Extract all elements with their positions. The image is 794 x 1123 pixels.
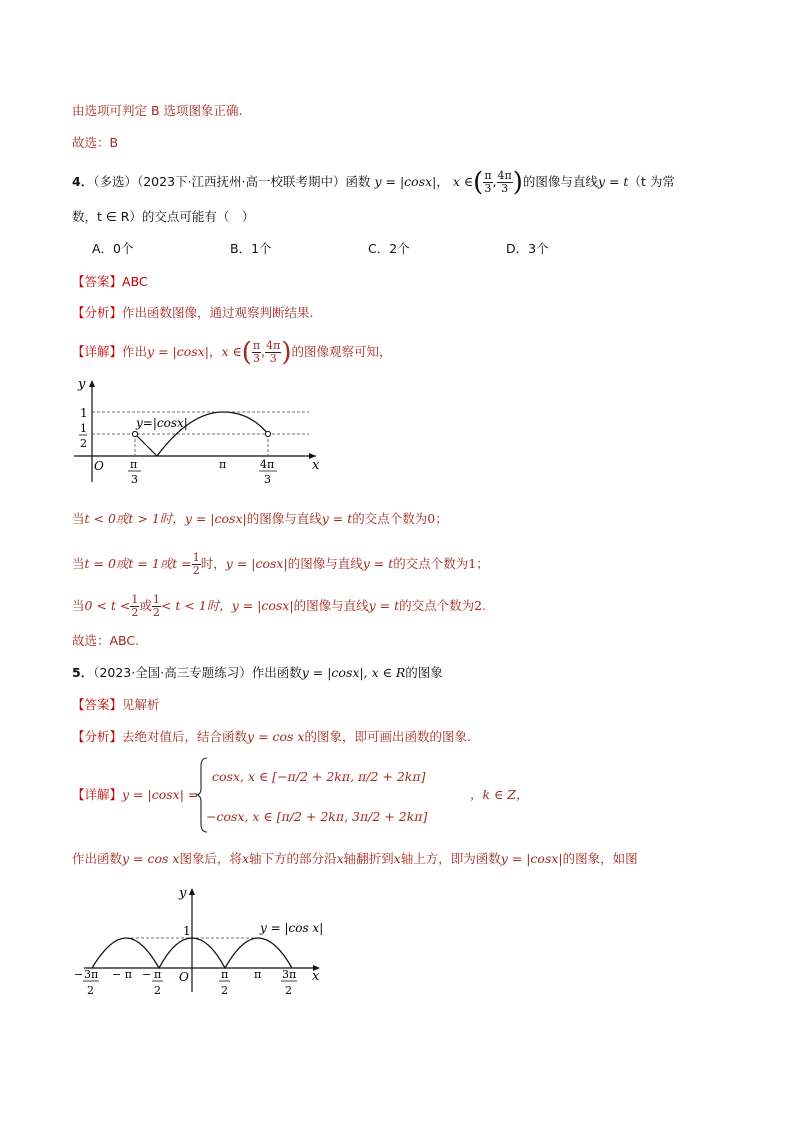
q4-option-b: B．1个: [230, 241, 272, 256]
q4-text-a: 函数: [345, 174, 371, 189]
q4-graph: [64, 372, 334, 494]
q5-answer: 【答案】见解析: [72, 697, 160, 712]
q4-case1: 当t < 0或t > 1时，y = |cosx|的图像与直线y = t的交点个数为0；: [72, 511, 448, 526]
tick-pi3-d: 3: [131, 473, 138, 486]
x-axis-label: x: [312, 458, 320, 473]
case1-cond: t < 0或t > 1时，: [84, 511, 185, 526]
q4-text-b: 的图像与直线: [522, 174, 598, 189]
tick-pi: π: [219, 458, 227, 471]
q4-answer-value: ABC: [122, 274, 148, 289]
q5-detail-func: y = |cosx| =: [122, 787, 199, 802]
svg-text:2: 2: [221, 984, 228, 997]
q5-detail-label-line: 【详解】y = |cosx| =: [72, 787, 199, 802]
q4-analysis-text: 作出函数图像，通过观察判断结果.: [122, 305, 314, 320]
q4-answer-line: 故选：ABC.: [72, 633, 140, 648]
q4-detail: 【详解】作出y = |cosx|，x ∈( $\frac{\pi}{3}$ , $\frac{4\pi}{3}$ )的图像观察可知，: [72, 337, 392, 368]
q4-detail-label: 【详解】: [72, 344, 123, 359]
tick-neg-3pi2: −: [74, 968, 84, 981]
q5-graph: [64, 880, 334, 1000]
case1-value: 0；: [427, 511, 448, 526]
curve-label: y = |cos x|: [260, 921, 324, 935]
q4-options: [92, 240, 644, 258]
tick-neg-pi2: −: [142, 968, 152, 981]
conclusion-text: 由选项可判定 B 选项图象正确.: [72, 103, 243, 118]
x-axis-label: x: [312, 969, 320, 984]
case2-value: 1；: [468, 556, 489, 571]
piece-1: cosx, x ∈ [−π/2 + 2kπ, π/2 + 2kπ]: [212, 769, 426, 784]
q4-domain-b: $\frac{4\pi}{3}$: [497, 169, 512, 195]
label-1: 1: [183, 924, 191, 938]
q4-stem-line2: 数，t ∈ R）的交点可能有（ ）: [72, 209, 255, 224]
q5-analysis: 【分析】去绝对值后，结合函数y = cos x的图象，即可画出函数的图象.: [72, 729, 471, 744]
q4-case2: 当t = 0或t = 1或t = $\frac{1}{2}$ 时，y = |cosx|的图像与直线y = t的交点个数为1；: [72, 551, 489, 577]
q4-domain-prefix: x ∈: [452, 174, 474, 189]
q4-answer-label: 【答案】: [72, 274, 123, 289]
label-half-d: 2: [80, 437, 87, 450]
svg-text:π: π: [154, 968, 162, 981]
q4-detail-a: 作出: [122, 344, 148, 359]
q5-func: y = |cosx|, x ∈ R: [301, 665, 406, 680]
y-axis-label: y: [78, 377, 86, 392]
tick-pi3-n: π: [130, 458, 138, 471]
origin-label: O: [94, 459, 104, 473]
q4-option-a: A．0个: [92, 241, 134, 256]
q4-detail-func: y = |cosx|: [147, 344, 209, 359]
q5-draw-text: 作出函数y = cos x图象后，将x轴下方的部分沿x轴翻折到x轴上方，即为函数y = |cosx|的图象，如图: [72, 851, 638, 866]
q4-option-d: D．3个: [506, 241, 549, 256]
tick-3pi2: 3π: [282, 968, 297, 981]
tick-4pi3-d: 3: [264, 473, 271, 486]
svg-text:3π: 3π: [84, 968, 99, 981]
q4-analysis-label: 【分析】: [72, 305, 123, 320]
q4-text-c: （t 为常: [628, 174, 675, 189]
q4-answer: [72, 273, 148, 291]
curve-label: y=|cosx|: [136, 416, 188, 430]
case3-value: 2.: [474, 598, 487, 613]
origin-label: O: [179, 970, 189, 984]
q4-case3: 当0 < t < $\frac{1}{2}$ 或 $\frac{1}{2}$ < t < 1时，y = |cosx|的图像与直线y = t的交点个数为2.: [72, 593, 487, 619]
answer-line: 故选：B: [72, 135, 119, 150]
open-point-right: [265, 431, 270, 436]
svg-text:2: 2: [285, 984, 292, 997]
tick-pi: π: [254, 968, 262, 981]
q5-stem: 5．（2023·全国·高三专题练习）作出函数y = |cosx|, x ∈ R的图象: [72, 665, 443, 680]
tick-pi2: π: [221, 968, 229, 981]
label-half-n: 1: [80, 422, 87, 435]
svg-text:2: 2: [154, 984, 161, 997]
q4-source: （2023下·江西抚州·高一校联考期中）: [136, 174, 346, 189]
q4-line-eq: y = t: [597, 174, 629, 189]
svg-text:2: 2: [87, 984, 94, 997]
k-condition: ，k ∈ Z，: [470, 787, 529, 802]
q5-number: 5．: [72, 665, 94, 680]
open-point-left: [132, 431, 137, 436]
tick-neg-pi: − π: [112, 968, 132, 981]
q4-analysis: [72, 304, 314, 322]
piece-2: −cosx, x ∈ [π/2 + 2kπ, 3π/2 + 2kπ]: [206, 809, 428, 824]
q4-tag: （多选）: [93, 174, 137, 189]
q4-option-c: C．2个: [368, 241, 410, 256]
q4-stem-line1: 4．（多选）（2023下·江西抚州·高一校联考期中）函数 y = |cosx|， x ∈( $\frac{\pi}{3}$ , $\frac{4\pi}{3}$ )的图像与直线y = t（t 为常: [72, 167, 675, 198]
q4-func: y = |cosx|: [374, 174, 437, 189]
q5-answer-value: 见解析: [122, 697, 160, 712]
case2-frac: $\frac{1}{2}$: [192, 551, 200, 577]
q4-detail-b: 的图像观察可知，: [291, 344, 392, 359]
y-axis-arrow: [89, 380, 95, 387]
q4-number: 4．: [72, 174, 94, 189]
q5-source: （2023·全国·高三专题练习）: [93, 665, 252, 680]
y-axis-label: y: [179, 886, 187, 901]
tick-4pi3-n: 4π: [260, 458, 275, 471]
q4-domain-a: $\frac{\pi}{3}$: [484, 169, 492, 195]
label-1: 1: [80, 406, 88, 420]
